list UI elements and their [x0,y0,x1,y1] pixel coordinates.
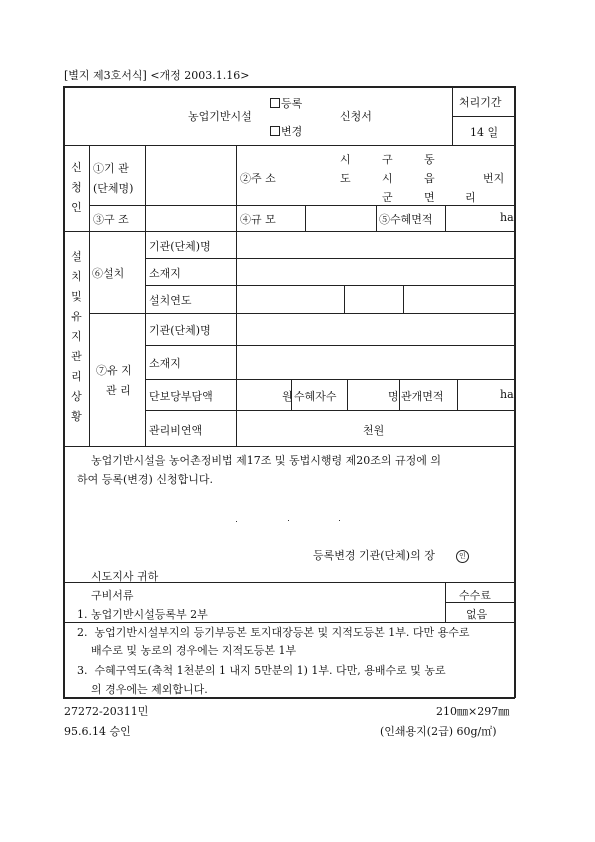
structure-label: ③구 조 [93,213,129,226]
footer-size: 210㎜×297㎜ [436,705,510,718]
install-label: ⑥설치 [92,267,125,280]
footer-paper: (인쇄용지(2급) 60g/㎡) [380,725,497,738]
divider [403,285,404,313]
management-section-label-char: 황 [71,410,82,423]
option-change-label: 변경 [281,125,303,138]
scale-label: ④규 모 [240,213,276,226]
statement-line2: 하여 등록(변경) 신청합니다. [77,473,213,486]
document-item: 2. 농업기반시설부지의 등기부등본 토지대장등본 및 지적도등본 1부. 다만 용수로 [77,626,470,639]
benefit-area-label: ⑤수혜면적 [379,213,433,226]
divider [89,231,90,446]
divider [376,205,377,231]
seal-icon: 인 [456,550,469,563]
form-title-suffix: 신청서 [340,110,372,123]
management-section-label-char: 치 [71,270,82,283]
fee-label: 수수료 [459,589,491,602]
divider [145,231,146,446]
option-change[interactable] [270,123,302,139]
maintain-org-input[interactable] [237,314,514,344]
statement-line1: 농업기반시설을 농어촌정비법 제17조 및 동법시행령 제20조의 규정에 의 [91,454,441,467]
org-label-line1: ①기 관 [93,162,129,175]
address-unit: 면 [424,191,435,204]
burden-unit: 원 [282,390,293,403]
document-item: 3. 수혜구역도(축척 1천분의 1 내지 5만분의 1) 1부. 다만, 용배수로 및 농로 [77,664,446,677]
maintain-location-input[interactable] [237,346,514,378]
divider [63,145,515,146]
footer-code: 27272-20311민 [64,705,149,718]
border-top [63,86,515,88]
address-unit: 시 [382,172,393,185]
change-checkbox[interactable] [270,126,280,136]
maintain-label-line1: ⑦유 지 [96,364,132,377]
form-number: [별지 제3호서식] <개정 2003.1.16> [64,69,250,82]
divider [63,622,515,623]
divider [236,145,237,231]
divider [399,379,400,410]
processing-period-label: 처리기간 [459,96,502,109]
irrigation-area-label: 관개면적 [401,390,444,403]
address-unit: 군 [382,191,393,204]
divider [63,446,515,447]
divider [457,379,458,410]
fee-value: 없음 [466,608,488,621]
divider [145,410,515,411]
footer-approval: 95.6.14 승인 [64,725,131,738]
install-location-label: 소재지 [149,267,181,280]
structure-input[interactable] [146,206,235,230]
install-year-input[interactable] [237,286,343,312]
org-label-line2: (단체명) [93,182,134,195]
address-unit: 도 [340,172,351,185]
processing-period-value: 14 일 [470,126,499,139]
management-section-label-char: 및 [71,290,82,303]
divider [89,145,90,231]
register-checkbox[interactable] [270,98,280,108]
applicant-section-label-char: 인 [71,201,82,214]
annual-cost-unit: 천원 [363,424,385,437]
beneficiary-label: 수혜자수 [294,390,337,403]
management-section-label-char: 유 [71,310,82,323]
divider [344,285,345,313]
org-name-input[interactable] [146,146,235,204]
scale-input[interactable] [306,206,375,230]
management-section-label-char: 지 [71,330,82,343]
recipient: 시도지사 귀하 [91,570,159,583]
documents-title: 구비서류 [91,589,134,602]
document-item: 배수로 및 농로의 경우에는 지적도등본 1부 [77,644,297,657]
applicant-section-label [64,158,89,218]
address-unit: 구 [382,153,393,166]
burden-label: 단보당부담액 [149,390,213,403]
document-item: 의 경우에는 제외합니다. [77,683,208,696]
date-dot [339,520,340,521]
signatory [313,547,469,563]
applicant-section-label-char: 신 [71,161,82,174]
divider [347,379,348,410]
applicant-section-label-char: 청 [71,181,82,194]
divider [445,205,446,231]
document-item: 1. 농업기반시설등록부 2부 [77,608,208,621]
management-section-label [64,247,89,427]
address-unit: 리 [465,191,476,204]
management-section-label-char: 상 [71,390,82,403]
date-dot [236,521,237,522]
install-year-label: 설치연도 [149,294,192,307]
divider [452,116,514,117]
benefit-area-unit: ha [500,211,514,224]
install-org-input[interactable] [237,232,514,257]
maintain-location-label: 소재지 [149,357,181,370]
address-label: ②주 소 [240,172,276,185]
border-right [514,86,516,698]
irrigation-area-unit: ha [500,388,514,401]
address-unit: 읍 [424,172,435,185]
form-title: 농업기반시설 [188,110,252,123]
install-org-label: 기관(단체)명 [149,240,211,253]
maintain-label-line2: 관 리 [106,384,131,397]
beneficiary-unit: 명 [388,390,399,403]
border-bottom [63,697,515,699]
management-section-label-char: 설 [71,250,82,263]
option-register-label: 등록 [281,97,303,110]
signatory-label: 등록변경 기관(단체)의 장 [313,549,435,562]
address-unit: 번지 [483,172,505,185]
date-dot [288,520,289,521]
address-unit: 동 [424,153,435,166]
install-location-input[interactable] [237,259,514,284]
divider [145,379,515,380]
management-section-label-char: 관 [71,350,82,363]
management-section-label-char: 리 [71,370,82,383]
maintain-org-label: 기관(단체)명 [149,324,211,337]
address-unit: 시 [340,153,351,166]
option-register[interactable] [270,95,302,111]
annual-cost-label: 관리비연액 [149,424,203,437]
